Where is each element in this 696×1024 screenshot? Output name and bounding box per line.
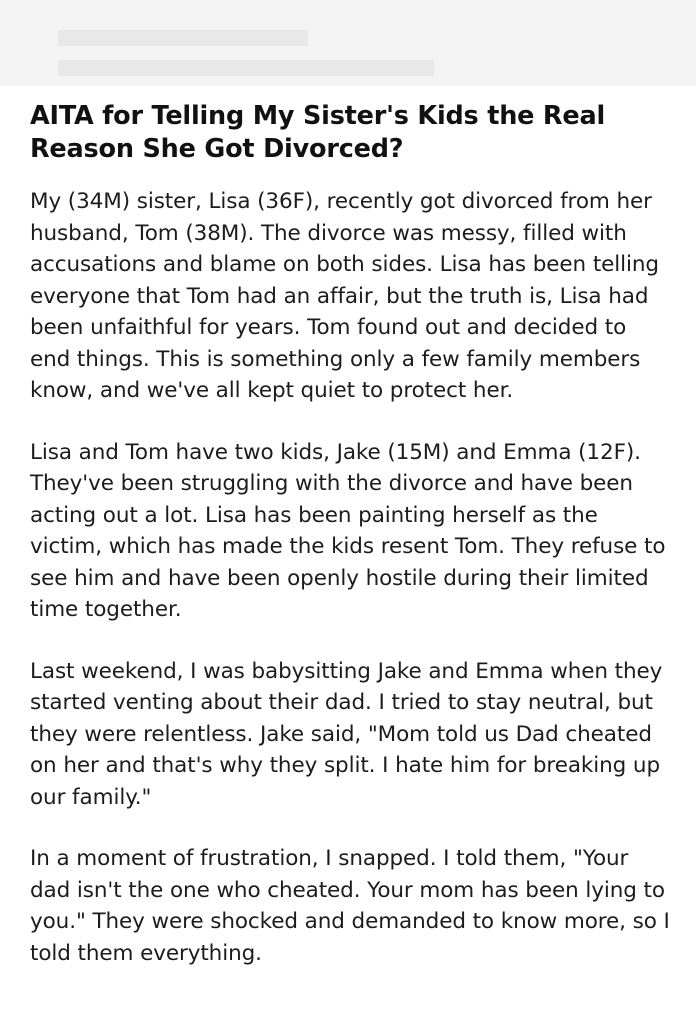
body-paragraph: In a moment of frustration, I snapped. I told them, "Your dad isn't the one who cheated. Your mom has been lying to you." They were shocked and demanded to know more, so I told them everything. [30,846,670,966]
page-title: AITA for Telling My Sister's Kids the Real Reason She Got Divorced? [30,101,606,164]
document-body [30,100,670,969]
body-paragraph: My (34M) sister, Lisa (36F), recently got divorced from her husband, Tom (38M). The divorce was messy, filled with accusations and blame on both sides. Lisa has been telling everyone that Tom had an affair, but the truth is, Lisa had been unfaithful for years. Tom found out and decided to end things. This is something only a few family members know, and we've all kept quiet to protect her. [30,189,659,403]
body-paragraph: Last weekend, I was babysitting Jake and Emma when they started venting about their dad. I tried to stay neutral, but they were relentless. Jake said, "Mom told us Dad cheated on her and that's why they split. I hate him for breaking up our family." [30,658,663,810]
body-paragraph: Lisa and Tom have two kids, Jake (15M) and Emma (12F). They've been struggling with the divorce and have been acting out a lot. Lisa has been painting herself as the victim, which has made the kids resent Tom. They refuse to see him and have been openly hostile during their limited time together. [30,439,666,622]
